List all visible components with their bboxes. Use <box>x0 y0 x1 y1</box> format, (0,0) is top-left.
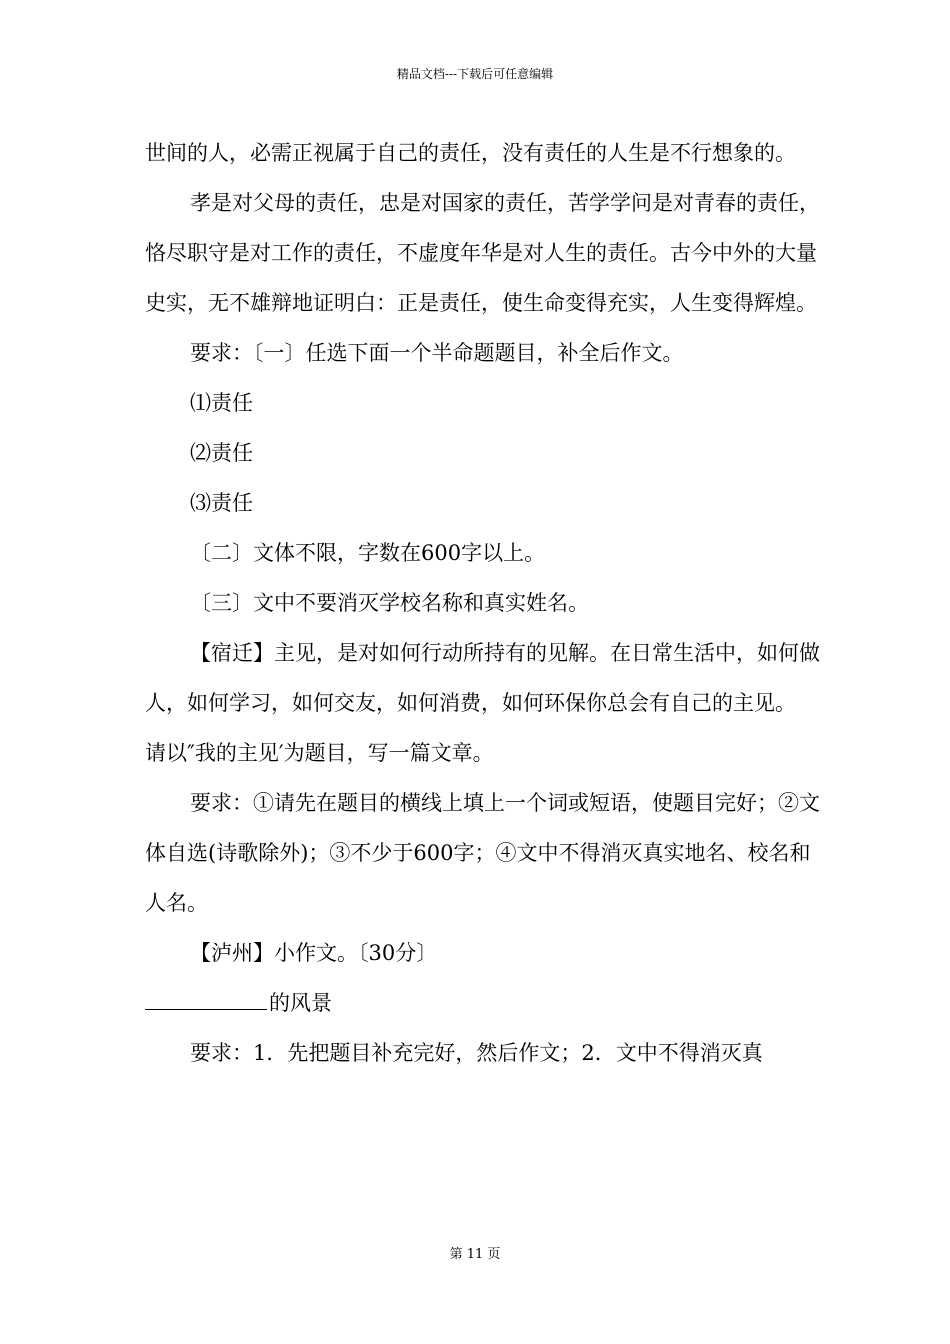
page-number: 第 11 页 <box>449 1247 501 1262</box>
paragraph-8: 〔三〕文中不要消灭学校名称和真实姓名。 <box>190 591 589 615</box>
paragraph-9: 【宿迁】主见，是对如何行动所持有的见解。在日常生活中，如何做人，如何学习，如何交友，如何消费，如何环保你总会有自己的主见。 <box>145 641 820 715</box>
paragraph-11: 要求：①请先在题目的横线上填上一个词或短语，使题目完好；②文体自选(诗歌除外)；③不少于600字；④文中不得消灭真实地名、校名和人名。 <box>145 791 820 915</box>
paragraph-2: 孝是对父母的责任，忠是对国家的责任，苦学学问是对青春的责任，恪尽职守是对工作的责任，不虚度年华是对人生的责任。古今中外的大量史实，无不雄辩地证明白：正是责任，使生命变得充实，人生变得辉煌。 <box>145 191 820 315</box>
paragraph-13 <box>145 978 825 1028</box>
paragraph-3: 要求：〔一〕任选下面一个半命题题目，补全后作文。 <box>190 341 684 365</box>
paragraph-13-text: 的风景 <box>269 991 332 1015</box>
paragraph-5: ⑵责任 <box>190 441 253 465</box>
document-body <box>145 128 825 1078</box>
paragraph-6: ⑶责任 <box>190 491 253 515</box>
paragraph-10: 请以″我的主见′为题目，写一篇文章。 <box>145 741 494 765</box>
paragraph-4: ⑴责任 <box>190 391 253 415</box>
fill-in-blank-line <box>145 987 267 1010</box>
paragraph-12: 【泸州】小作文。〔30分〕 <box>190 941 438 965</box>
paragraph-1: 世间的人，必需正视属于自己的责任，没有责任的人生是不行想象的。 <box>145 141 796 165</box>
paragraph-14: 要求：1．先把题目补充完好，然后作文；2．文中不得消灭真 <box>190 1041 763 1065</box>
page-header: 精品文档---下载后可任意编辑 <box>396 67 554 81</box>
paragraph-7: 〔二〕文体不限，字数在600字以上。 <box>190 541 546 565</box>
